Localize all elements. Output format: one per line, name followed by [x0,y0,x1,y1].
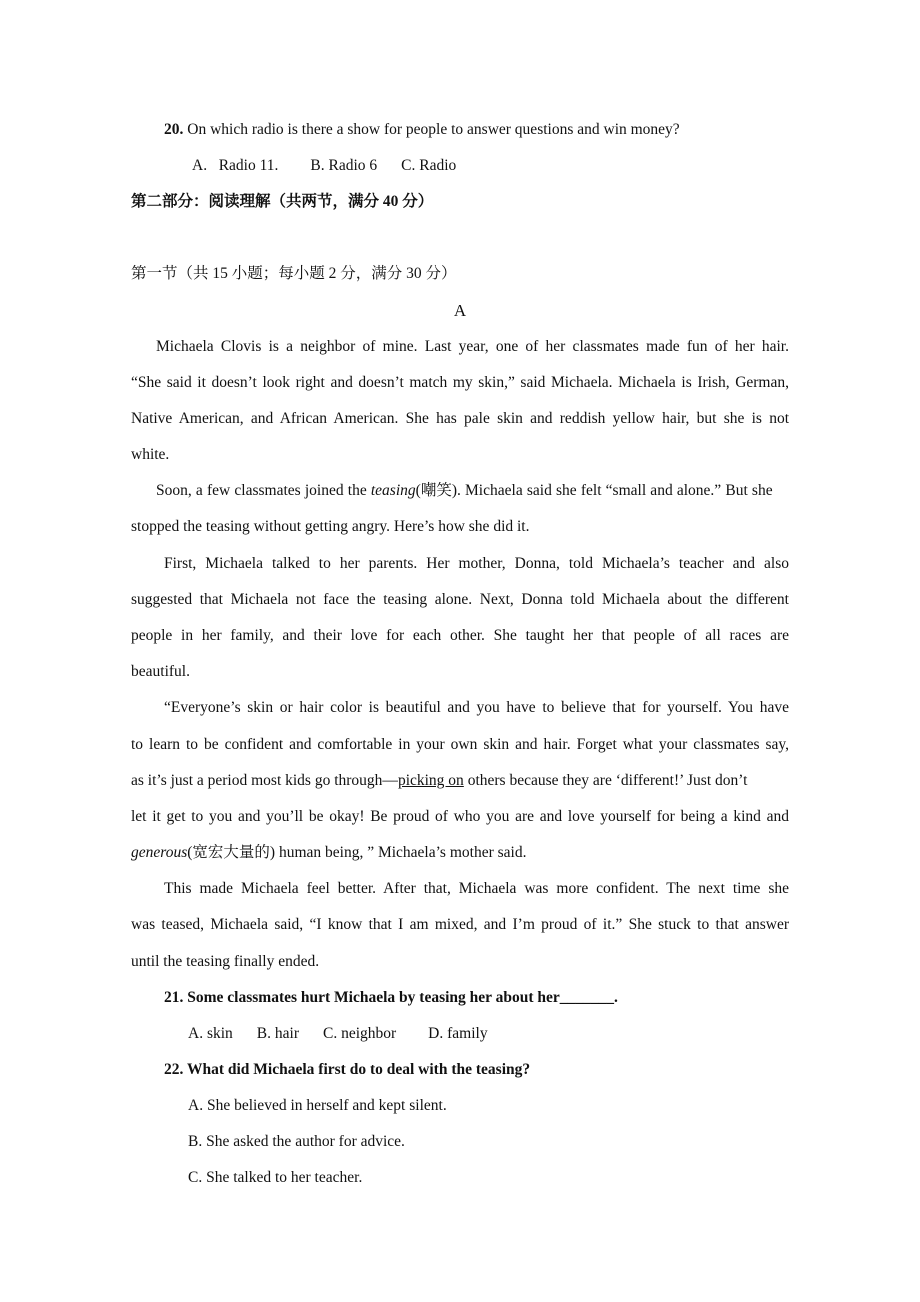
question-21-options [188,1023,846,1045]
option-a: A. Radio 11. [192,157,279,174]
option-d: D. family [428,1025,488,1042]
passage-line [156,480,789,502]
option-b: B. hair [256,1025,299,1042]
passage-line [131,842,789,864]
passage-line: Native American, and African American. She has pale skin and reddish yellow hair, but she is not [131,410,789,427]
passage-line: suggested that Michaela not face the teasing alone. Next, Donna told Michaela about the different [131,591,789,608]
question-21: 21. Some classmates hurt Michaela by teasing her about her_______. [164,989,618,1006]
passage-line: stopped the teasing without getting angry. Here’s how she did it. [131,518,530,535]
passage-line: was teased, Michaela said, “I know that I am mixed, and I’m proud of it.” She stuck to that answer [131,916,789,933]
text: (宽宏大量的) human being, ” Michaela’s mother said. [187,844,527,861]
option-a: A. She believed in herself and kept silent. [188,1097,447,1114]
passage-line: First, Michaela talked to her parents. Her mother, Donna, told Michaela’s teacher and also [164,555,789,572]
passage-line: “Everyone’s skin or hair color is beautiful and you have to believe that for yourself. You have [164,699,789,716]
option-b: B. Radio 6 [310,157,378,174]
option-b: B. She asked the author for advice. [188,1133,405,1150]
text: as it’s just a period most kids go through— [131,772,398,789]
underlined-phrase: picking on [397,772,464,789]
glossed-word: teasing [370,482,416,499]
option-c: C. She talked to her teacher. [188,1169,363,1186]
question-text: On which radio is there a show for people to answer questions and win money? [187,121,680,138]
question-20 [164,119,822,141]
passage-label: A [453,301,467,320]
part-heading: 第二部分：阅读理解（共两节，满分 40 分） [131,193,434,210]
passage-line: “She said it doesn’t look right and doesn’t match my skin,” said Michaela. Michaela is Irish, German, [131,374,789,391]
passage-line: beautiful. [131,663,190,680]
option-c: C. neighbor [322,1025,397,1042]
question-20-options [192,155,850,177]
passage-line: people in her family, and their love for each other. She taught her that people of all races are [131,627,789,644]
passage-line: until the teasing finally ended. [131,953,320,970]
glossed-word: generous [131,844,188,861]
option-a: A. skin [188,1025,233,1042]
text: Soon, a few classmates joined the [156,482,371,499]
section-heading: 第一节（共 15 小题；每小题 2 分，满分 30 分） [131,265,457,282]
passage-line [131,770,789,792]
passage-line: white. [131,446,170,463]
passage-line: let it get to you and you’ll be okay! Be proud of who you are and love yourself for being a kind and [131,808,789,825]
question-number: 20. [164,121,184,138]
passage-line: to learn to be confident and comfortable in your own skin and hair. Forget what your classmates say, [131,736,789,753]
text: others because they are ‘different!’ Just don’t [463,772,748,789]
option-c: C. Radio [401,157,457,174]
passage-line: Michaela Clovis is a neighbor of mine. Last year, one of her classmates made fun of her hair. [156,338,789,355]
question-22: 22. What did Michaela first do to deal with the teasing? [164,1061,531,1078]
text: (嘲笑). Michaela said she felt “small and alone.” But she [415,482,773,499]
passage-line: This made Michaela feel better. After that, Michaela was more confident. The next time she [164,880,789,897]
